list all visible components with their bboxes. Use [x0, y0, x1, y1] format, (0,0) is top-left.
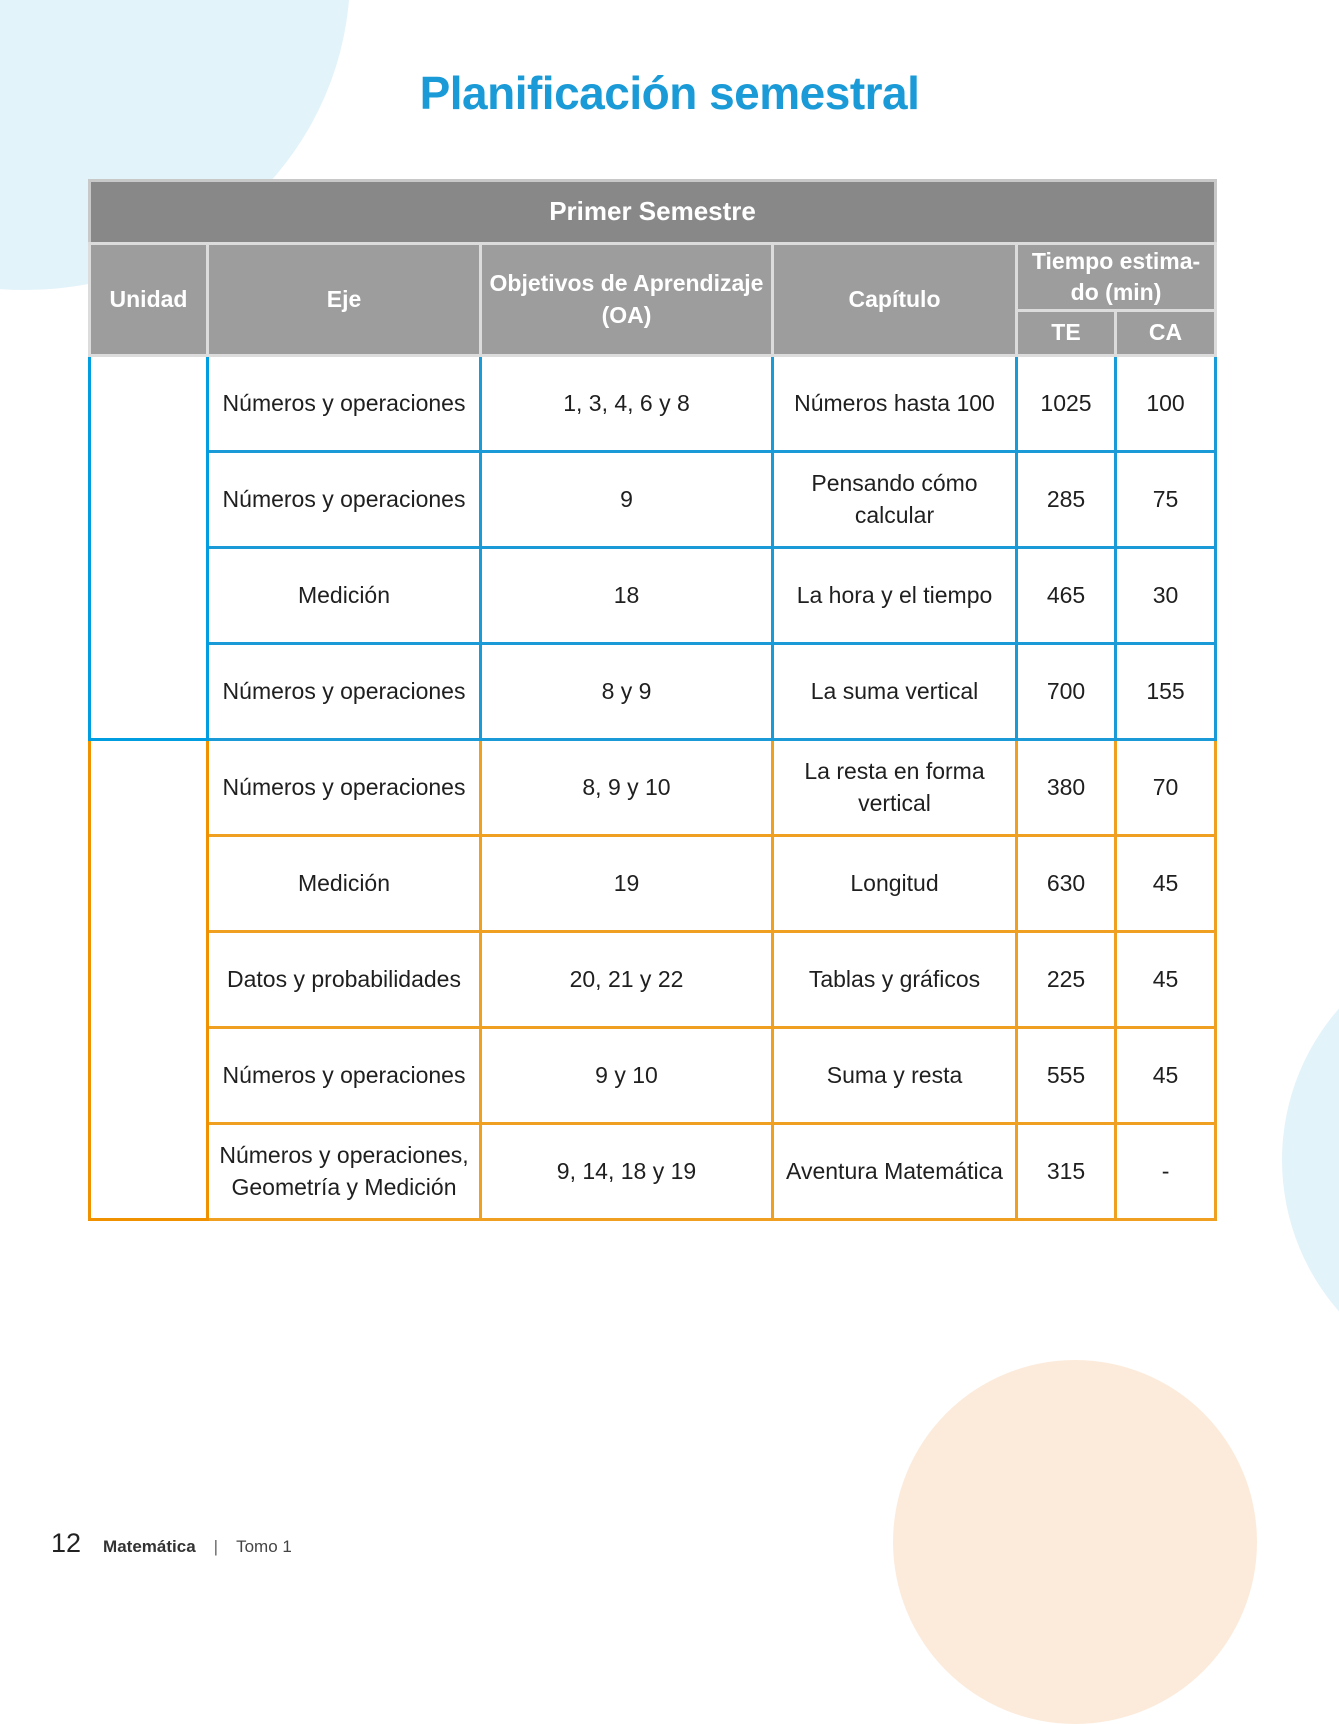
eje-cell: Números y operaciones: [208, 452, 481, 548]
te-cell: 700: [1017, 644, 1116, 740]
volume-label: Tomo 1: [236, 1537, 292, 1556]
eje-cell: Medición: [208, 548, 481, 644]
eje-cell: Números y operaciones: [208, 644, 481, 740]
capitulo-cell: La resta en forma vertical: [773, 740, 1017, 836]
header-oa: Objetivos de Aprendizaje (OA): [481, 244, 773, 356]
unit-1-cell: 1: [90, 356, 208, 740]
capitulo-cell: Longitud: [773, 836, 1017, 932]
te-cell: 225: [1017, 932, 1116, 1028]
header-unidad: Unidad: [90, 244, 208, 356]
capitulo-cell: La hora y el tiempo: [773, 548, 1017, 644]
decorative-circle-bottom-right: [893, 1360, 1257, 1724]
oa-cell: 8 y 9: [481, 644, 773, 740]
eje-cell: Números y operaciones: [208, 356, 481, 452]
page-number: 12: [51, 1528, 82, 1558]
table-row: [90, 356, 1216, 452]
capitulo-cell: Aventura Matemática: [773, 1124, 1017, 1220]
unit-2-cell: 2: [90, 740, 208, 1220]
page-footer: [51, 1528, 292, 1564]
capitulo-cell: Pensando cómo calcular: [773, 452, 1017, 548]
table-row: [90, 1124, 1216, 1220]
oa-cell: 1, 3, 4, 6 y 8: [481, 356, 773, 452]
table-row: [90, 644, 1216, 740]
table-row: [90, 452, 1216, 548]
oa-cell: 19: [481, 836, 773, 932]
te-cell: 465: [1017, 548, 1116, 644]
oa-cell: 9, 14, 18 y 19: [481, 1124, 773, 1220]
header-tiempo: Tiempo estima-do (min): [1017, 244, 1216, 311]
oa-cell: 9 y 10: [481, 1028, 773, 1124]
eje-cell: Números y operaciones, Geometría y Medición: [208, 1124, 481, 1220]
ca-cell: -: [1116, 1124, 1216, 1220]
planning-table: [88, 179, 1217, 1221]
te-cell: 380: [1017, 740, 1116, 836]
table-row: [90, 836, 1216, 932]
header-capitulo: Capítulo: [773, 244, 1017, 356]
ca-cell: 75: [1116, 452, 1216, 548]
te-cell: 285: [1017, 452, 1116, 548]
ca-cell: 45: [1116, 1028, 1216, 1124]
oa-cell: 8, 9 y 10: [481, 740, 773, 836]
header-ca: CA: [1116, 311, 1216, 356]
page-title: Planificación semestral: [419, 67, 920, 119]
ca-cell: 45: [1116, 932, 1216, 1028]
table-row: [90, 1028, 1216, 1124]
te-cell: 555: [1017, 1028, 1116, 1124]
ca-cell: 45: [1116, 836, 1216, 932]
decorative-circle-right: [1282, 930, 1339, 1390]
te-cell: 630: [1017, 836, 1116, 932]
header-te: TE: [1017, 311, 1116, 356]
te-cell: 315: [1017, 1124, 1116, 1220]
ca-cell: 30: [1116, 548, 1216, 644]
semester-header: Primer Semestre: [90, 181, 1216, 244]
footer-separator: |: [213, 1537, 219, 1556]
eje-cell: Números y operaciones: [208, 740, 481, 836]
ca-cell: 100: [1116, 356, 1216, 452]
capitulo-cell: La suma vertical: [773, 644, 1017, 740]
table-row: [90, 548, 1216, 644]
capitulo-cell: Números hasta 100: [773, 356, 1017, 452]
ca-cell: 155: [1116, 644, 1216, 740]
eje-cell: Números y operaciones: [208, 1028, 481, 1124]
oa-cell: 9: [481, 452, 773, 548]
table-row: [90, 932, 1216, 1028]
capitulo-cell: Tablas y gráficos: [773, 932, 1017, 1028]
oa-cell: 18: [481, 548, 773, 644]
ca-cell: 70: [1116, 740, 1216, 836]
header-eje: Eje: [208, 244, 481, 356]
subject-label: Matemática: [103, 1537, 196, 1556]
eje-cell: Datos y probabilidades: [208, 932, 481, 1028]
capitulo-cell: Suma y resta: [773, 1028, 1017, 1124]
oa-cell: 20, 21 y 22: [481, 932, 773, 1028]
eje-cell: Medición: [208, 836, 481, 932]
table-row: [90, 740, 1216, 836]
te-cell: 1025: [1017, 356, 1116, 452]
